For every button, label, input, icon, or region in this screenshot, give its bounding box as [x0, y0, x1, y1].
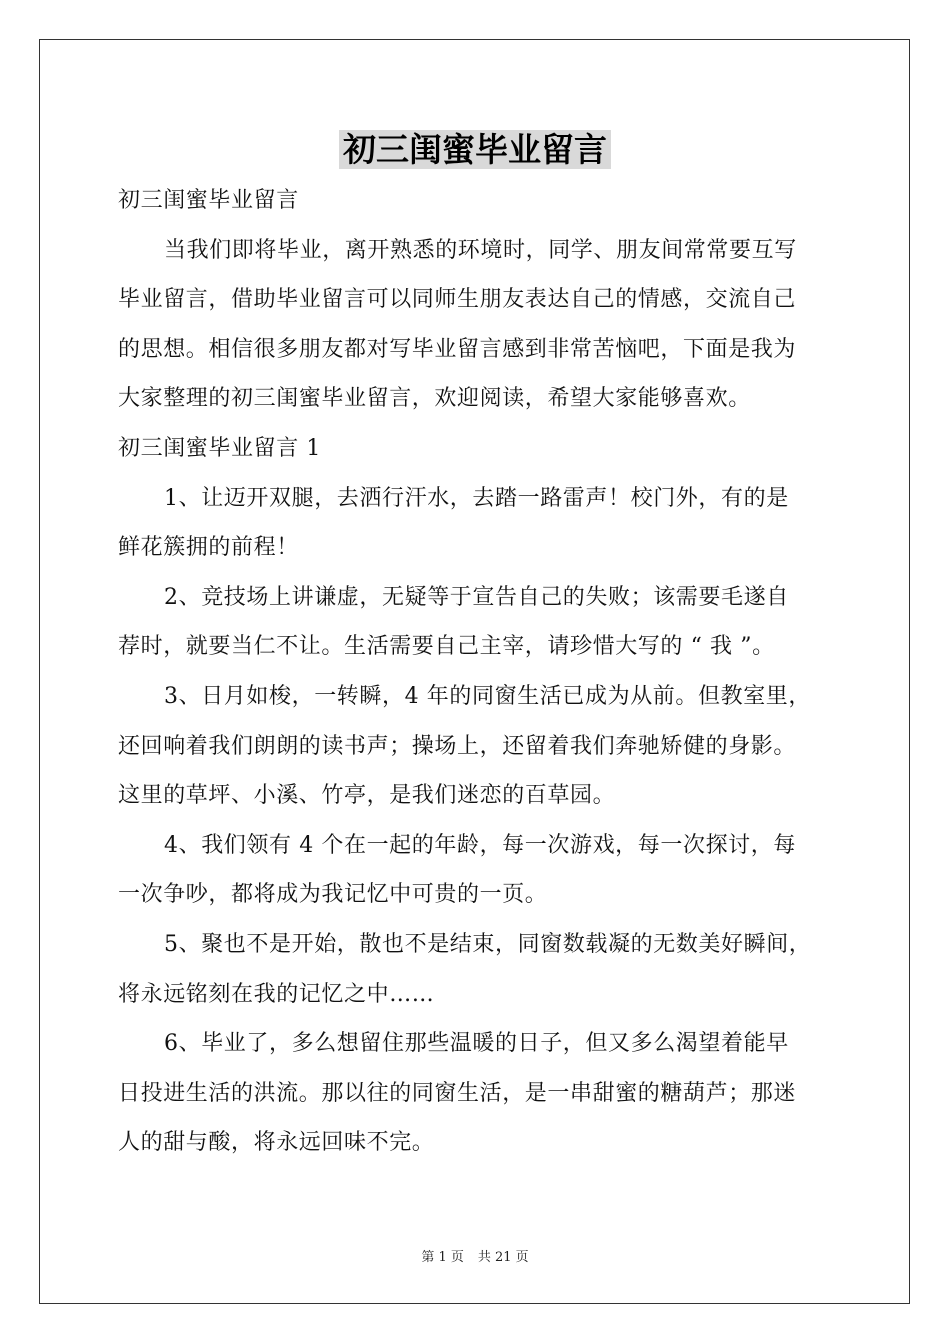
- text-line: 初三闺蜜毕业留言: [118, 188, 299, 213]
- text-line: 日投进生活的洪流。那以往的同窗生活，是一串甜蜜的糖葫芦；那迷: [118, 1080, 797, 1106]
- text-line: 当我们即将毕业，离开熟悉的环境时，同学、朋友间常常要互写: [164, 237, 797, 263]
- text-line: 还回响着我们朗朗的读书声；操场上，还留着我们奔驰矫健的身影。: [118, 733, 797, 759]
- text-line: 5、聚也不是开始，散也不是结束，同窗数载凝的无数美好瞬间，: [164, 931, 812, 957]
- text-line: 毕业留言，借助毕业留言可以同师生朋友表达自己的情感，交流自己: [118, 287, 797, 313]
- page-number: 第 1 页: [421, 1250, 464, 1265]
- text-line: 1、让迈开双腿，去洒行汗水，去踏一路雷声！校门外，有的是: [164, 485, 789, 511]
- text-line: 将永远铭刻在我的记忆之中……: [118, 981, 435, 1007]
- text-line: 初三闺蜜毕业留言 1: [118, 435, 321, 461]
- text-line: 6、毕业了，多么想留住那些温暖的日子，但又多么渴望着能早: [164, 1031, 789, 1057]
- text-line: 大家整理的初三闺蜜毕业留言，欢迎阅读，希望大家能够喜欢。: [118, 386, 751, 412]
- text-line: 4、我们领有 4 个在一起的年龄，每一次游戏，每一次探讨，每: [164, 832, 796, 858]
- text-line: 的思想。相信很多朋友都对写毕业留言感到非常苦恼吧，下面是我为: [118, 336, 797, 362]
- text-line: 荐时，就要当仁不让。生活需要自己主宰，请珍惜大写的 “ 我 ”。: [118, 634, 775, 660]
- text-line: 2、竞技场上讲谦虚，无疑等于宣告自己的失败；该需要毛遂自: [164, 584, 789, 610]
- text-line: 这里的草坪、小溪、竹亭，是我们迷恋的百草园。: [118, 783, 616, 809]
- text-line: 3、日月如梭，一转瞬，4 年的同窗生活已成为从前。但教室里，: [164, 683, 811, 709]
- page-total: 共 21 页: [477, 1250, 529, 1265]
- text-line: 一次争吵，都将成为我记忆中可贵的一页。: [118, 882, 548, 908]
- text-line: 鲜花簇拥的前程！: [118, 535, 299, 561]
- document-title-text: 初三闺蜜毕业留言: [339, 130, 611, 169]
- page-footer: [0, 1246, 950, 1265]
- document-body: [118, 176, 838, 1168]
- text-line: 人的甜与酸，将永远回味不完。: [118, 1130, 435, 1156]
- document-title: [0, 128, 950, 172]
